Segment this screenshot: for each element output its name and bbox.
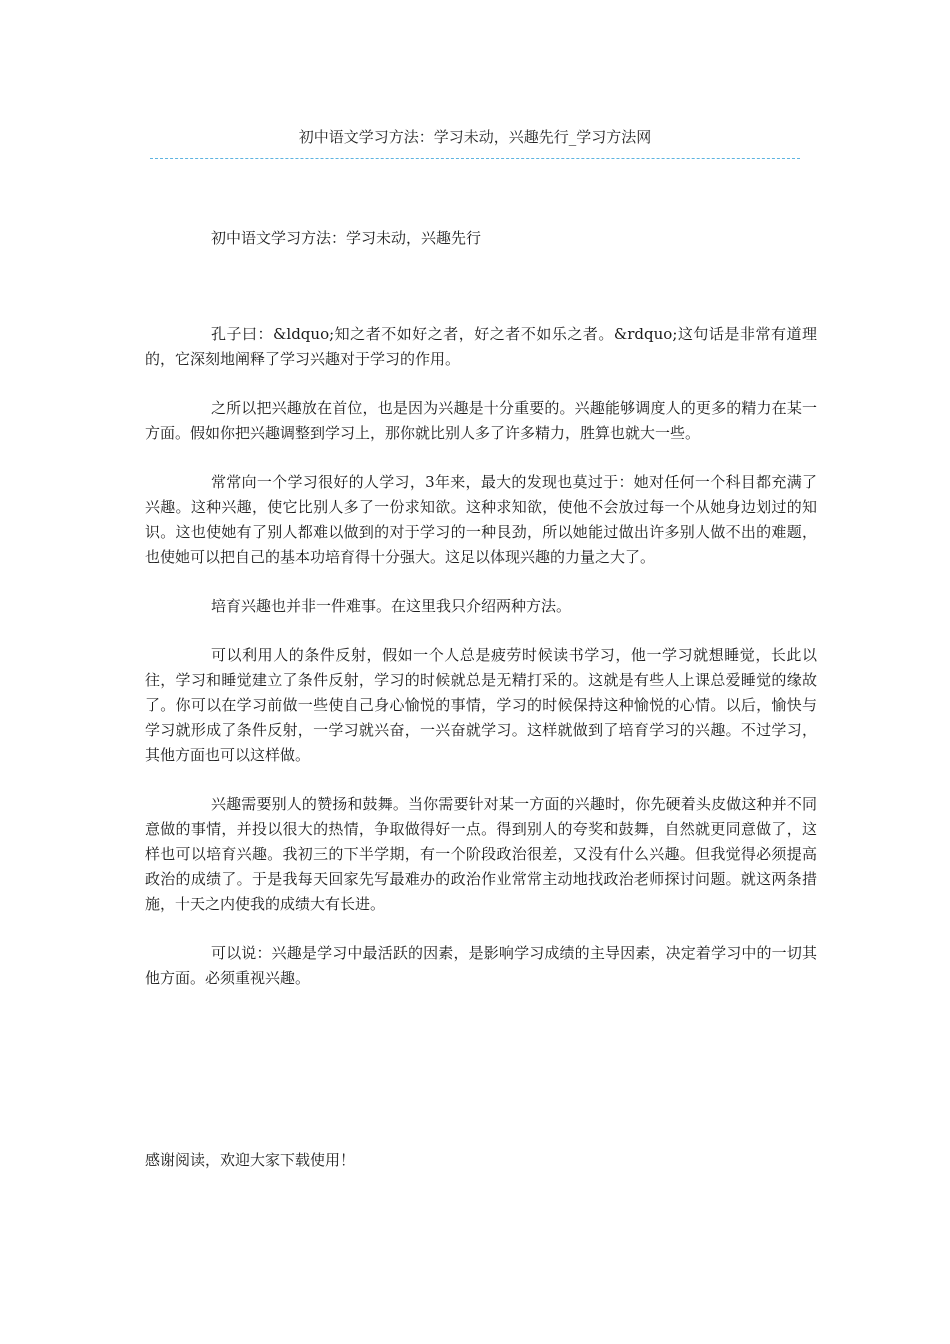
paragraph-2: 之所以把兴趣放在首位，也是因为兴趣是十分重要的。兴趣能够调度人的更多的精力在某一方面。假如你把兴趣调整到学习上，那你就比别人多了许多精力，胜算也就大一些。	[145, 399, 817, 442]
article-subtitle: 初中语文学习方法：学习未动，兴趣先行	[211, 229, 482, 247]
paragraph-4: 培育兴趣也并非一件难事。在这里我只介绍两种方法。	[211, 597, 572, 615]
article-body	[145, 322, 817, 991]
closing-note: 感谢阅读，欢迎大家下载使用！	[145, 1151, 356, 1169]
paragraph-3: 常常向一个学习很好的人学习，3年来，最大的发现也莫过于：她对任何一个科目都充满了兴趣。这种兴趣，使它比别人多了一份求知欲。这种求知欲，使他不会放过每一个从她身边划过的知识。这也使她有了别人都难以做到的对于学习的一种艮劲，所以她能过做出许多别人做不出的难题，也使她可以把自己的基本功培育得十分强大。这足以体现兴趣的力量之大了。	[145, 473, 817, 566]
document-header-title: 初中语文学习方法：学习未动，兴趣先行_学习方法网	[298, 128, 652, 146]
paragraph-7: 可以说：兴趣是学习中最活跃的因素，是影响学习成绩的主导因素，决定着学习中的一切其他方面。必须重视兴趣。	[145, 944, 817, 987]
paragraph-1: 孔子曰：&ldquo;知之者不如好之者，好之者不如乐之者。&rdquo;这句话是非常有道理的，它深刻地阐释了学习兴趣对于学习的作用。	[145, 325, 817, 368]
paragraph-5: 可以利用人的条件反射，假如一个人总是疲劳时候读书学习，他一学习就想睡觉，长此以往，学习和睡觉建立了条件反射，学习的时候就总是无精打采的。这就是有些人上课总爱睡觉的缘故了。你可以在学习前做一些使自己身心愉悦的事情，学习的时候保持这种愉悦的心情。以后，愉快与学习就形成了条件反射，一学习就兴奋，一兴奋就学习。这样就做到了培育学习的兴趣。不过学习，其他方面也可以这样做。	[145, 646, 817, 764]
article-content	[145, 226, 817, 1015]
paragraph-6: 兴趣需要别人的赞扬和鼓舞。当你需要针对某一方面的兴趣时，你先硬着头皮做这种并不同意做的事情，并投以很大的热情，争取做得好一点。得到别人的夸奖和鼓舞，自然就更同意做了，这样也可以培育兴趣。我初三的下半学期，有一个阶段政治很差，又没有什么兴趣。但我觉得必须提高政治的成绩了。于是我每天回家先写最难办的政治作业常常主动地找政治老师探讨问题。就这两条措施，十天之内使我的成绩大有长进。	[145, 795, 817, 913]
header-dashed-rule	[150, 158, 800, 159]
